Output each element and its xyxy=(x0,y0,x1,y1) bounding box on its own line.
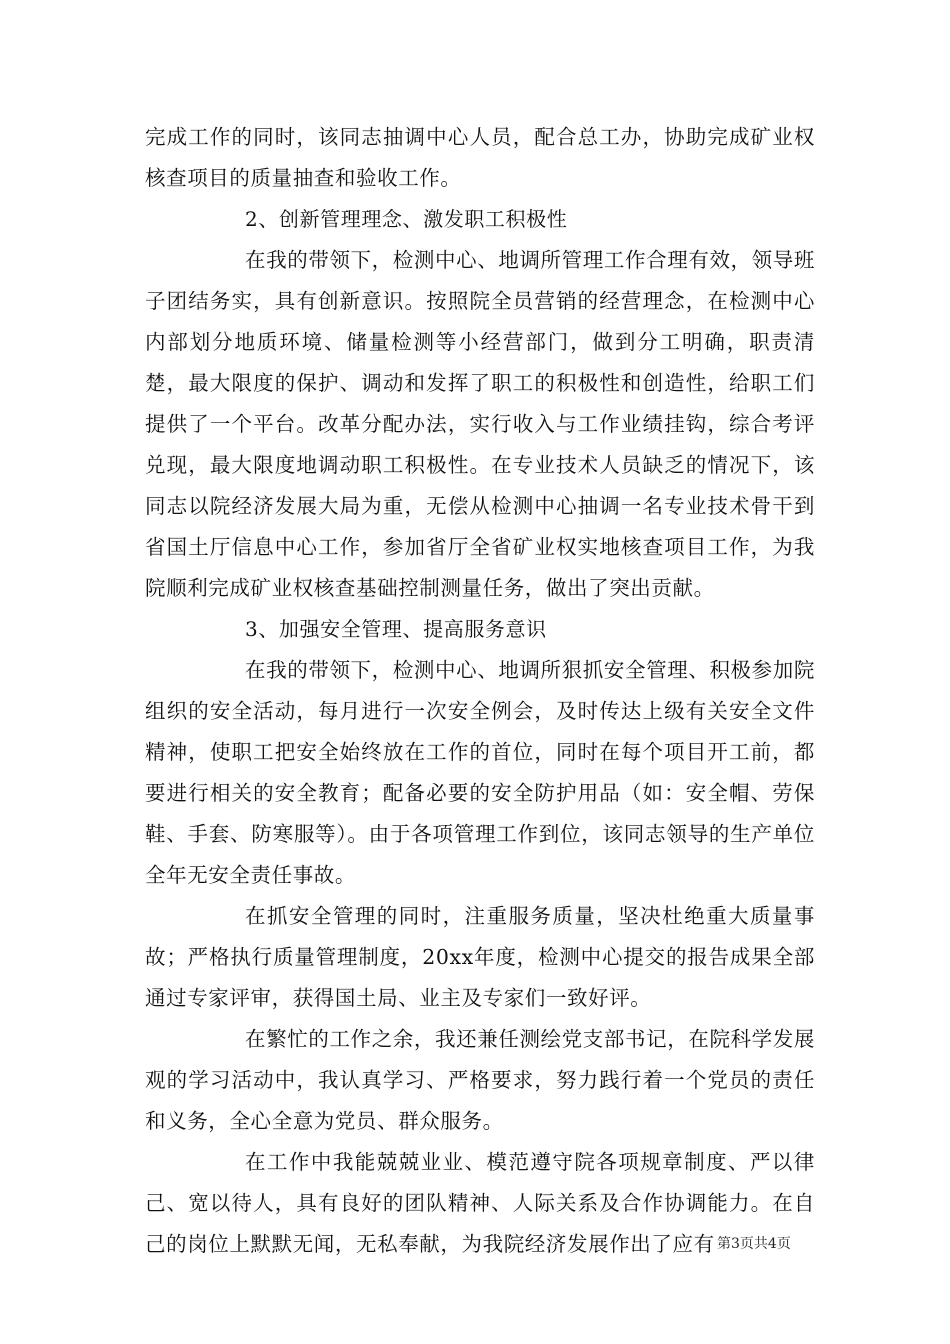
section-heading-2: 2、创新管理理念、激发职工积极性 xyxy=(245,207,568,231)
paragraph-continuation: 完成工作的同时，该同志抽调中心人员，配合总工办，协助完成矿业权核查项目的质量抽查和验收工作。 xyxy=(145,125,815,190)
paragraph-management: 在我的带领下，检测中心、地调所管理工作合理有效，领导班子团结务实，具有创新意识。按照院全员营销的经营理念，在检测中心内部划分地质环境、储量检测等小经营部门，做到分工明确，职责清楚，最大限度的保护、调动和发挥了职工的积极性和创造性，给职工们提供了一个平台。改革分配办法，实行收入与工作业绩挂钩，综合考评兑现，最大限度地调动职工积极性。在专业技术人员缺乏的情况下，该同志以院经济发展大局为重，无偿从检测中心抽调一名专业技术骨干到省国土厅信息中心工作，参加省厅全省矿业权实地核查项目工作，为我院顺利完成矿业权核查基础控制测量任务，做出了突出贡献。 xyxy=(145,248,815,600)
page-number-footer: 第3页共4页 xyxy=(717,1236,791,1252)
paragraph-conduct: 在工作中我能兢兢业业、模范遵守院各项规章制度、严以律己、宽以待人，具有良好的团队精神、人际关系及合作协调能力。在自己的岗位上默默无闻，无私奉献，为我院经济发展作出了应有 xyxy=(145,1150,815,1256)
paragraph-party: 在繁忙的工作之余，我还兼任测绘党支部书记，在院科学发展观的学习活动中，我认真学习、严格要求，努力践行着一个党员的责任和义务，全心全意为党员、群众服务。 xyxy=(145,1027,815,1133)
paragraph-safety: 在我的带领下，检测中心、地调所狠抓安全管理、积极参加院组织的安全活动，每月进行一次安全例会，及时传达上级有关安全文件精神，使职工把安全始终放在工作的首位，同时在每个项目开工前，都要进行相关的安全教育；配备必要的安全防护用品（如：安全帽、劳保鞋、手套、防寒服等）。由于各项管理工作到位，该同志领导的生产单位全年无安全责任事故。 xyxy=(145,658,815,887)
paragraph-quality: 在抓安全管理的同时，注重服务质量，坚决杜绝重大质量事故；严格执行质量管理制度，20xx年度，检测中心提交的报告成果全部通过专家评审，获得国土局、业主及专家们一致好评。 xyxy=(145,904,815,1010)
document-body xyxy=(145,117,815,1265)
section-heading-3: 3、加强安全管理、提高服务意识 xyxy=(245,617,547,641)
